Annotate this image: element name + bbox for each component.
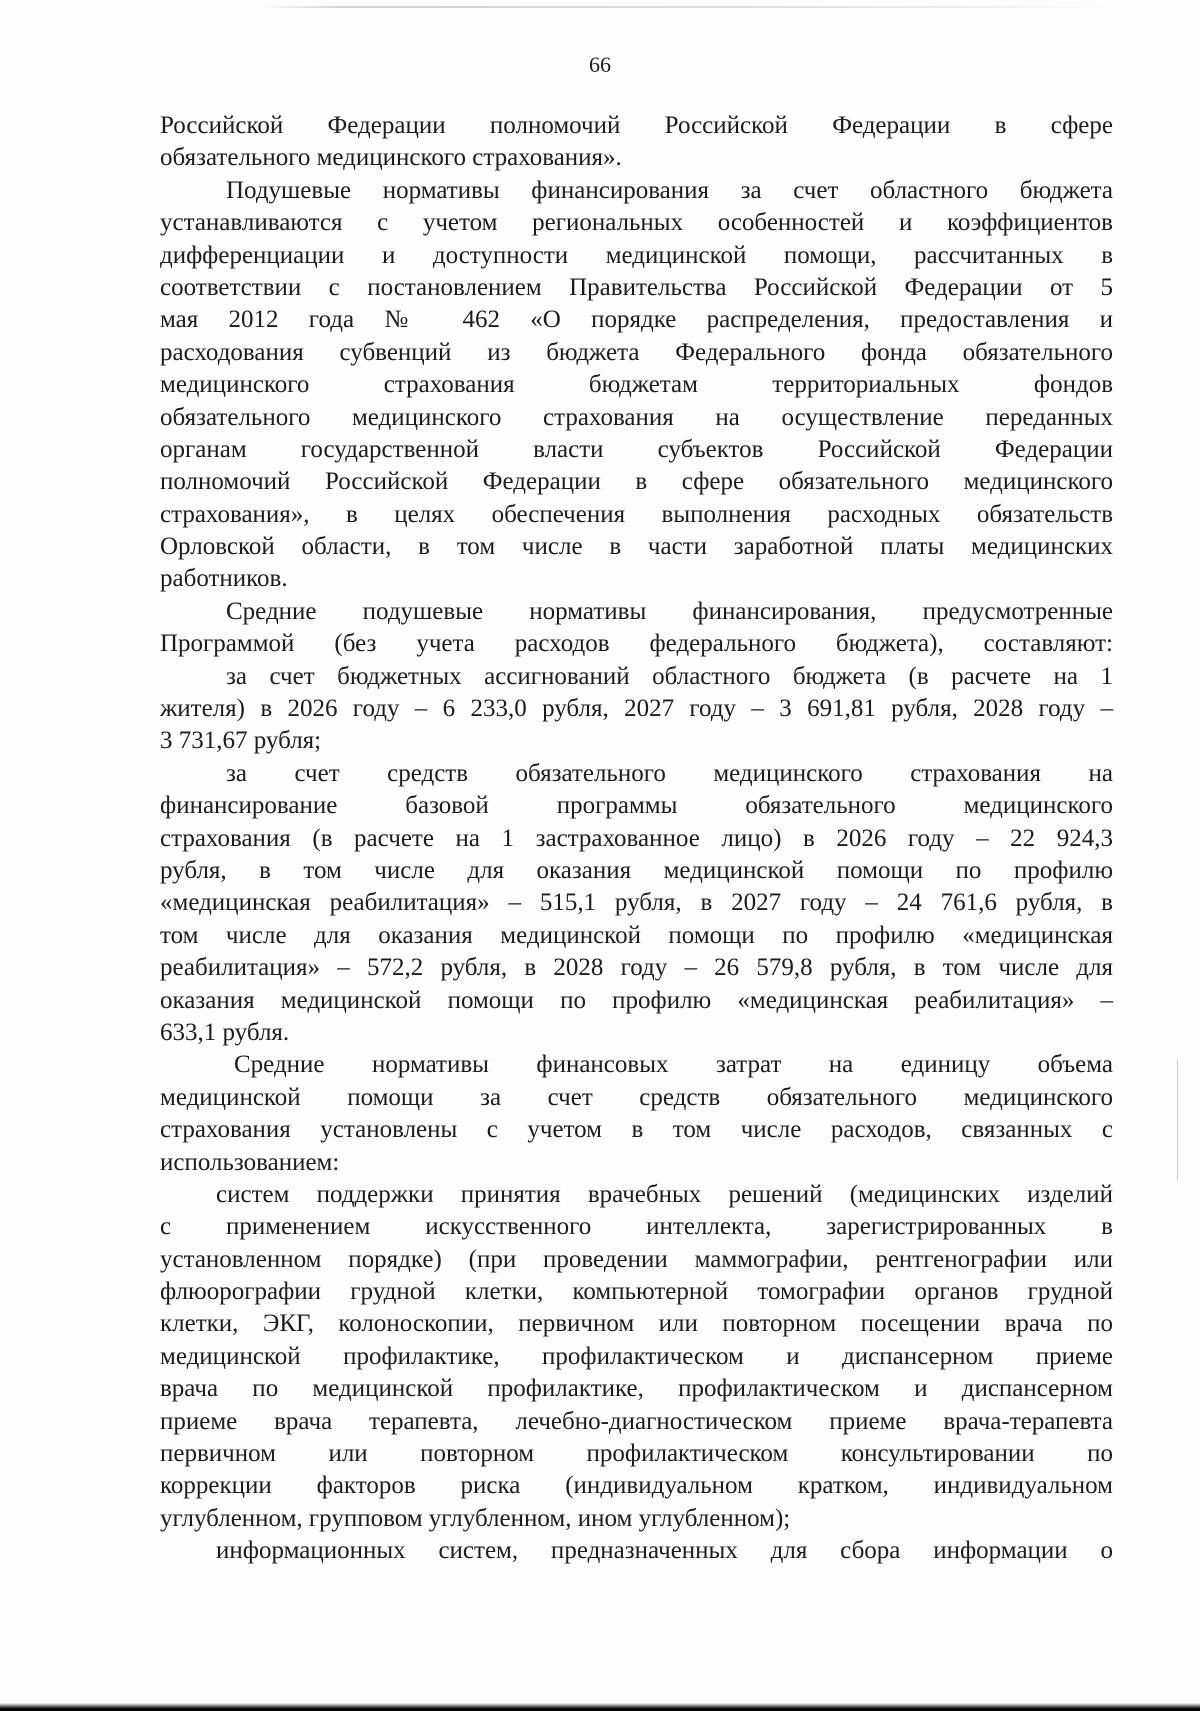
text-line: расходования субвенций из бюджета Федерального фонда обязательного — [160, 338, 1113, 366]
text-line: страхования», в целях обеспечения выполнения расходных обязательств — [160, 500, 1113, 528]
text-line: «медицинская реабилитация» – 515,1 рубля, в 2027 году – 24 761,6 рубля, в — [160, 889, 1113, 917]
text-line: информационных систем, предназначенных для сбора информации о — [216, 1537, 1113, 1565]
page-number: 66 — [589, 52, 611, 77]
scan-edge-top — [260, 6, 1120, 8]
text-line: флюорографии грудной клетки, компьютерной томографии органов грудной — [160, 1278, 1113, 1306]
text-line: оказания медицинской помощи по профилю «медицинская реабилитация» – — [160, 986, 1113, 1014]
text-line: клетки, ЭКГ, колоноскопии, первичном или повторном посещении врача по — [160, 1310, 1113, 1338]
text-line: медицинской профилактике, профилактическом и диспансерном приеме — [160, 1342, 1113, 1370]
text-line: реабилитация» – 572,2 рубля, в 2028 году – 26 579,8 рубля, в том числе для — [160, 954, 1113, 982]
text-line: Программой (без учета расходов федерального бюджета), составляют: — [160, 630, 1113, 658]
text-line: рубля, в том числе для оказания медицинской помощи по профилю — [160, 856, 1113, 884]
text-line: страхования (в расчете на 1 застрахованное лицо) в 2026 году – 22 924,3 — [160, 824, 1113, 852]
text-line: Орловской области, в том числе в части заработной платы медицинских — [160, 533, 1113, 561]
text-line: устанавливаются с учетом региональных особенностей и коэффициентов — [160, 209, 1113, 237]
text-line: Подушевые нормативы финансирования за счет областного бюджета — [226, 176, 1113, 204]
text-line: приеме врача терапевта, лечебно-диагностическом приеме врача-терапевта — [160, 1407, 1113, 1435]
text-line: органам государственной власти субъектов Российской Федерации — [160, 435, 1113, 463]
text-line: страхования установлены с учетом в том числе расходов, связанных с — [160, 1116, 1113, 1144]
text-line: дифференциации и доступности медицинской помощи, рассчитанных в — [160, 241, 1113, 269]
text-line: жителя) в 2026 году – 6 233,0 рубля, 2027 году – 3 691,81 рубля, 2028 году – — [160, 695, 1113, 723]
text-line: углубленном, групповом углубленном, ином углубленном); — [160, 1504, 791, 1532]
text-line: врача по медицинской профилактике, профилактическом и диспансерном — [160, 1375, 1113, 1403]
text-line: полномочий Российской Федерации в сфере обязательного медицинского — [160, 468, 1113, 496]
text-line: использованием: — [160, 1148, 340, 1176]
text-line: работников. — [160, 565, 288, 593]
text-line: Средние нормативы финансовых затрат на единицу объема — [234, 1051, 1113, 1079]
text-line: обязательного медицинского страхования на осуществление переданных — [160, 403, 1113, 431]
text-line: медицинского страхования бюджетам территориальных фондов — [160, 371, 1113, 399]
text-line: Средние подушевые нормативы финансирования, предусмотренные — [226, 597, 1113, 625]
text-line: соответствии с постановлением Правительства Российской Федерации от 5 — [160, 273, 1113, 301]
text-line: за счет средств обязательного медицинского страхования на — [226, 759, 1113, 787]
document-text — [160, 110, 1113, 1568]
text-line: 3 731,67 рубля; — [160, 727, 322, 755]
text-line: первичном или повторном профилактическом консультировании по — [160, 1440, 1113, 1468]
text-line: с применением искусственного интеллекта, зарегистрированных в — [160, 1213, 1113, 1241]
text-line: финансирование базовой программы обязательного медицинского — [160, 792, 1113, 820]
text-line: коррекции факторов риска (индивидуальном кратком, индивидуальном — [160, 1472, 1113, 1500]
text-line: 633,1 рубля. — [160, 1018, 290, 1046]
text-line: медицинской помощи за счет средств обязательного медицинского — [160, 1083, 1113, 1111]
text-line: том числе для оказания медицинской помощи по профилю «медицинская — [160, 921, 1113, 949]
text-line: систем поддержки принятия врачебных решений (медицинских изделий — [216, 1180, 1113, 1208]
text-line: мая 2012 года № 462 «О порядке распределения, предоставления и — [160, 306, 1113, 334]
scan-edge-right — [1177, 1060, 1178, 1180]
scan-edge-bottom — [0, 1703, 1200, 1711]
text-line: Российской Федерации полномочий Российской Федерации в сфере — [160, 112, 1113, 139]
text-line: за счет бюджетных ассигнований областного бюджета (в расчете на 1 — [226, 662, 1113, 690]
text-line: обязательного медицинского страхования». — [160, 144, 622, 172]
text-line: установленном порядке) (при проведении маммографии, рентгенографии или — [160, 1245, 1113, 1273]
